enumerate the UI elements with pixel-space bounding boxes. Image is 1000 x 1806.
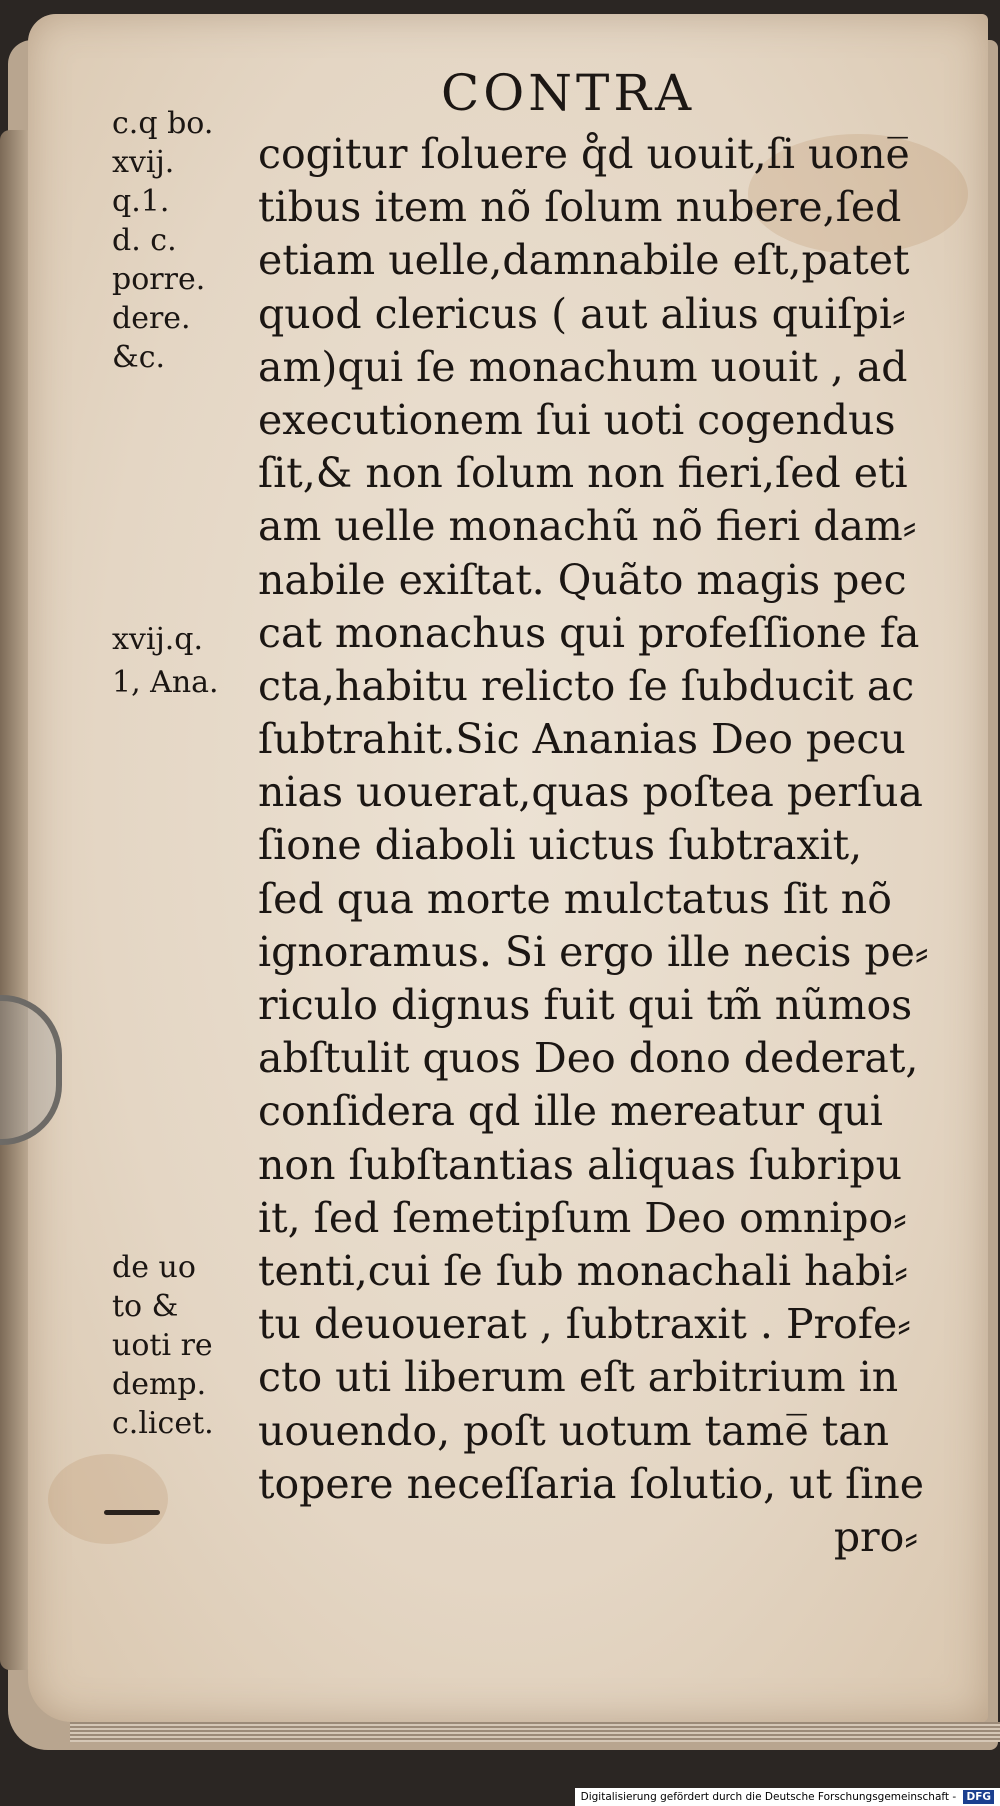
text-line: nabile exiſtat. Quãto magis pec: [258, 555, 907, 604]
text-line: cogitur ſoluere q̊d uouit,ſi uone̅: [258, 130, 910, 178]
text-line: am uelle monachũ nõ fieri dam⸗: [258, 502, 917, 551]
body-text: [258, 128, 938, 1564]
text-line: topere neceſſaria ſolutio, ut ſine: [258, 1459, 925, 1508]
text-line: cta,habitu relicto ſe ſubducit ac: [258, 661, 915, 710]
text-line: conſidera qd ille mereatur qui: [258, 1087, 883, 1136]
text-line: tenti,cui ſe ſub monachali habi⸗: [258, 1246, 908, 1295]
marginal-note: de uo to & uoti re demp. c.licet.: [112, 1250, 214, 1441]
text-line: am)qui ſe monachum uouit , ad: [258, 342, 908, 391]
text-line: cat monachus qui profeſſione fa: [258, 608, 920, 657]
running-head: CONTRA: [441, 64, 696, 122]
text-line: ignoramus. Si ergo ille necis pe⸗: [258, 927, 929, 976]
credit-text: Digitalisierung gefördert durch die Deutsche Forschungsgemeinschaft -: [580, 1791, 957, 1803]
text-line: tibus item nõ ſolum nubere,ſed: [258, 183, 902, 232]
text-line: cto uti liberum eſt arbitrium in: [258, 1353, 899, 1402]
text-line: ſed qua morte mulctatus ſit nõ: [258, 874, 892, 923]
page-edges: [70, 1722, 1000, 1742]
text-line: ſione diaboli uictus ſubtraxit,: [258, 821, 863, 870]
text-line: abſtulit quos Deo dono dederat,: [258, 1034, 919, 1083]
text-line: uouendo, poſt uotum tame̅ tan: [258, 1406, 890, 1455]
dfg-logo: DFG: [963, 1790, 994, 1804]
marginal-dash: [104, 1510, 160, 1515]
text-line: it, ſed ſemetipſum Deo omnipo⸗: [258, 1193, 907, 1242]
text-line: non ſubſtantias aliquas ſubripu: [258, 1140, 902, 1189]
marginal-note: c.q bo. xvij. q.1. d. c. porre. dere. &c.: [112, 106, 214, 375]
text-line: riculo dignus fuit qui tm̃ nũmos: [258, 981, 913, 1029]
text-line: quod clericus ( aut alius quiſpi⸗: [258, 289, 906, 338]
text-line: ſit,& non ſolum non fieri,ſed eti: [258, 449, 908, 498]
text-line: executionem ſui uoti cogendus: [258, 395, 896, 444]
text-line: tu deuouerat , ſubtraxit . Profe⸗: [258, 1300, 911, 1349]
text-line: etiam uelle,damnabile eſt,patet: [258, 236, 910, 285]
paper-stain: [48, 1454, 168, 1544]
digitization-credit: [575, 1788, 1000, 1806]
marginal-note: xvij.q. 1, Ana.: [112, 622, 219, 700]
text-line: nias uouerat,quas poſtea perſua: [258, 768, 923, 817]
text-line: ſubtrahit.Sic Ananias Deo pecu: [258, 715, 906, 764]
catchword: pro⸗: [833, 1512, 918, 1561]
